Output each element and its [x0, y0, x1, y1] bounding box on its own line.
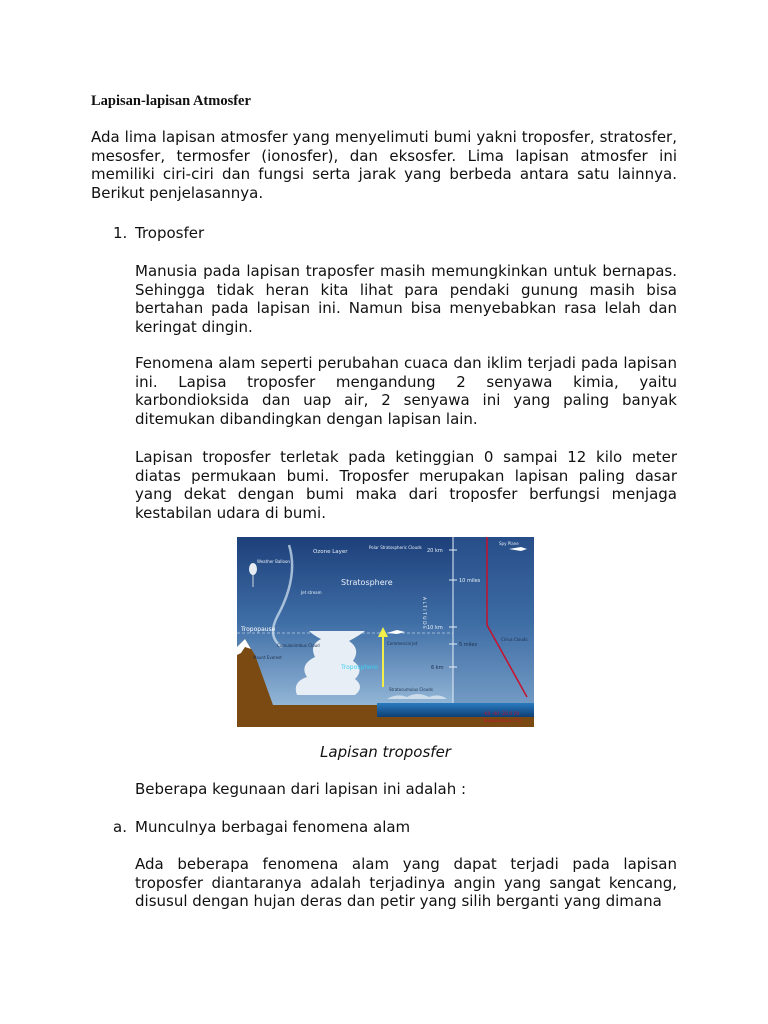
document-title: Lapisan-lapisan Atmosfer	[91, 93, 251, 109]
atmosphere-diagram	[237, 537, 534, 727]
label-tropopause: Tropopause	[241, 626, 276, 633]
list-item-label: Troposfer	[135, 224, 205, 242]
label-commercial-jet: Commercial Jet	[387, 641, 418, 646]
label-cirrus-clouds: Cirrus Clouds	[501, 637, 528, 642]
label-troposphere: Troposphere	[341, 664, 378, 671]
label-jet-stream: Jet stream	[301, 590, 322, 595]
troposphere-figure	[237, 537, 534, 727]
label-6-km: 6 km	[431, 665, 444, 671]
label-temperature-axis: Temperature (°C)	[483, 719, 522, 724]
paragraph-breathing: Manusia pada lapisan traposfer masih memungkinkan untuk bernapas. Sehingga tidak heran kita lihat para pendaki gunung masih bisa bertahan pada lapisan ini. Namun bisa menyebabkan rasa lelah dan keringat dingin.	[135, 262, 677, 336]
list-item-troposfer	[113, 224, 204, 243]
label-weather-balloon: Weather Balloon	[257, 559, 290, 564]
label-temperature-ticks: -60 -40 -20 0 20	[483, 712, 520, 717]
figure-caption: Lapisan troposfer	[320, 743, 451, 761]
list-item-phenomena	[113, 818, 410, 837]
right-panel	[453, 537, 534, 705]
intro-paragraph: Ada lima lapisan atmosfer yang menyelimuti bumi yakni troposfer, stratosfer, mesosfer, termosfer (ionosfer), dan eksosfer. Lima lapisan atmosfer ini memiliki ciri-ciri dan fungsi serta jarak yang berbeda antara satu lainnya. Berikut penjelasannya.	[91, 128, 677, 202]
paragraph-uses-intro: Beberapa kegunaan dari lapisan ini adalah :	[135, 780, 467, 798]
label-altitude: ALTITUDE	[421, 597, 426, 631]
paragraph-weather-phenomena: Fenomena alam seperti perubahan cuaca dan iklim terjadi pada lapisan ini. Lapisa troposfer mengandung 2 senyawa kimia, yaitu karbondioksida dan uap air, 2 senyawa ini yang paling banyak ditemukan dibandingkan dengan lapisan lain.	[135, 354, 677, 428]
label-10-km: 10 km	[427, 625, 443, 631]
label-polar-stratospheric-clouds: Polar Stratospheric Clouds	[369, 545, 422, 550]
label-ozone-layer: Ozone Layer	[313, 549, 348, 555]
label-spy-plane: Spy Plane	[499, 541, 519, 546]
label-cumulonimbus-cloud: Cumulonimbus Cloud	[277, 643, 320, 648]
list-item-label: Munculnya berbagai fenomena alam	[135, 818, 411, 836]
label-stratocumulus-clouds: Stratocumulus Clouds	[389, 687, 433, 692]
paragraph-phenomena-detail: Ada beberapa fenomena alam yang dapat terjadi pada lapisan troposfer diantaranya adalah terjadinya angin yang sangat kencang, disusul dengan hujan deras dan petir yang silih berganti yang dimana	[135, 855, 677, 910]
label-mount-everest: Mount Everest	[253, 655, 282, 660]
list-marker: 1.	[113, 224, 128, 242]
label-10-miles: 10 miles	[459, 578, 481, 584]
paragraph-altitude: Lapisan troposfer terletak pada ketinggian 0 sampai 12 kilo meter diatas permukaan bumi. Troposfer merupakan lapisan paling dasar yang dekat dengan bumi maka dari troposfer berfungsi menjaga kestabilan udara di bumi.	[135, 448, 677, 522]
weather-balloon-icon	[249, 563, 257, 575]
list-marker: a.	[113, 818, 127, 836]
label-5-miles: 5 miles	[459, 642, 478, 648]
label-20-km: 20 km	[427, 548, 443, 554]
label-stratosphere: Stratosphere	[341, 578, 393, 587]
